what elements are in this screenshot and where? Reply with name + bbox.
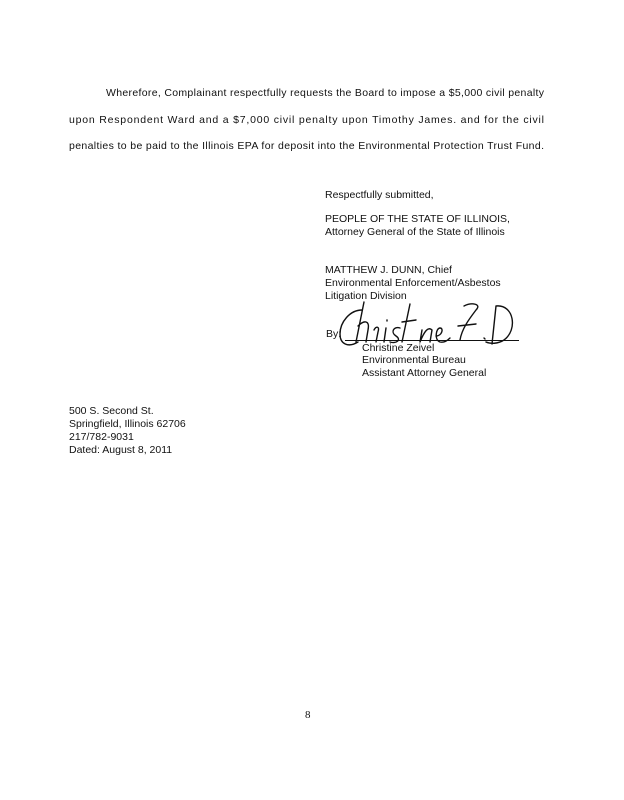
address-line-1: 500 S. Second St. — [69, 405, 154, 417]
signature-line — [345, 340, 519, 341]
body-line-1: Wherefore, Complainant respectfully requests the Board to impose a $5,000 civil penalty — [106, 87, 545, 99]
signer-name: Christine Zeivel — [362, 342, 435, 354]
chief-line-3: Litigation Division — [325, 290, 407, 302]
body-line-3: penalties to be paid to the Illinois EPA for deposit into the Environmental Protection Trust Fund. — [69, 140, 545, 152]
dated-line: Dated: August 8, 2011 — [69, 444, 173, 456]
party-line-1: PEOPLE OF THE STATE OF ILLINOIS, — [325, 213, 510, 225]
party-line-2: Attorney General of the State of Illinois — [325, 226, 505, 238]
chief-line-1: MATTHEW J. DUNN, Chief — [325, 264, 452, 276]
body-line-2: upon Respondent Ward and a $7,000 civil penalty upon Timothy James. and for the civil — [69, 114, 545, 126]
signer-bureau: Environmental Bureau — [362, 354, 466, 366]
closing-salutation: Respectfully submitted, — [325, 189, 434, 201]
page-number: 8 — [305, 709, 311, 721]
signer-title: Assistant Attorney General — [362, 367, 487, 379]
by-label: By: — [326, 328, 342, 340]
address-line-2: Springfield, Illinois 62706 — [69, 418, 186, 430]
address-phone: 217/782-9031 — [69, 431, 134, 443]
chief-line-2: Environmental Enforcement/Asbestos — [325, 277, 501, 289]
